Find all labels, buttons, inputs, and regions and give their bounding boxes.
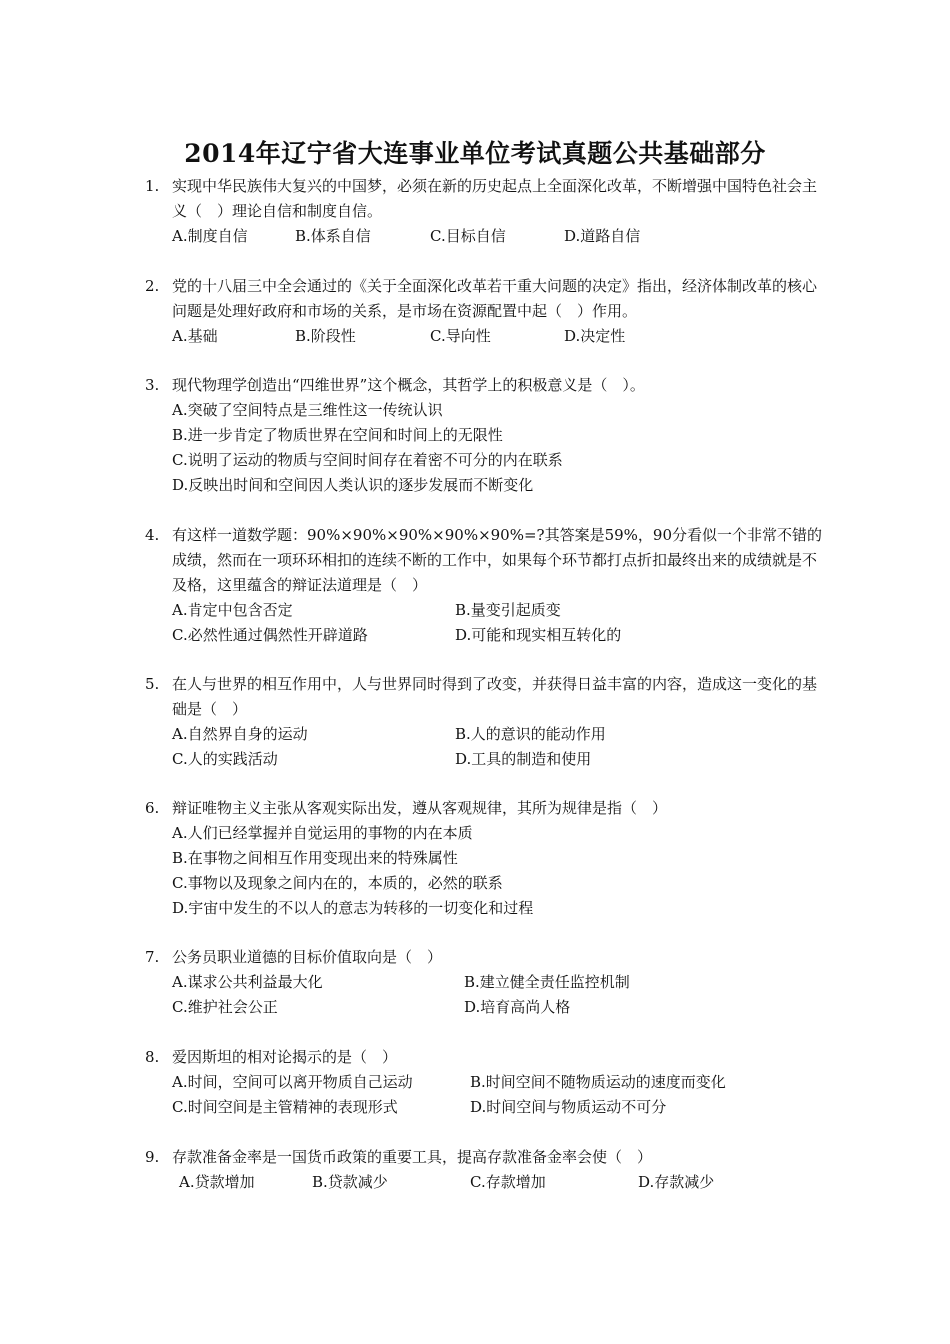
question-stem: 在人与世界的相互作用中，人与世界同时得到了改变，并获得日益丰富的内容，造成这一变化的基础是（ ） [172,675,818,718]
question-6 [145,796,825,921]
options-row [172,747,825,772]
question-number: 2. [145,277,160,295]
option-d: D.可能和现实相互转化的 [455,626,622,644]
option-d: D.时间空间与物质运动不可分 [470,1098,667,1116]
question-number: 6. [145,799,160,817]
option-a: A.谋求公共利益最大化 [172,973,323,991]
option-c: C.目标自信 [430,227,506,245]
option-b: B.量变引起质变 [455,601,561,619]
options-row [172,970,825,995]
option-d: D.工具的制造和使用 [455,750,592,768]
option-c: C.时间空间是主管精神的表现形式 [172,1098,398,1116]
option-c: C.说明了运动的物质与空间时间存在着密不可分的内在联系 [172,451,563,469]
options-row [172,623,825,648]
option-a: A.时间，空间可以离开物质自己运动 [172,1073,413,1091]
question-stem: 现代物理学创造出“四维世界”这个概念，其哲学上的积极意义是（ ）。 [172,376,645,394]
question-stem: 实现中华民族伟大复兴的中国梦，必须在新的历史起点上全面深化改革，不断增强中国特色社会主义（ ）理论自信和制度自信。 [172,177,818,220]
question-7 [145,945,825,1020]
option-a: A.自然界自身的运动 [172,725,308,743]
option-d: D.反映出时间和空间因人类认识的逐步发展而不断变化 [172,476,534,494]
option-a: A.肯定中包含否定 [172,601,293,619]
option-a: A.贷款增加 [179,1173,255,1191]
options-row [172,1170,825,1195]
option-c: C.存款增加 [470,1173,546,1191]
option-a: A.基础 [172,327,218,345]
question-stem: 有这样一道数学题：90%×90%×90%×90%×90%=?其答案是59%，90分看似一个非常不错的成绩，然而在一项环环相扣的连续不断的工作中，如果每个环节都打点折扣最终出来的成绩就是不及格，这里蕴含的辩证法道理是（ ） [172,526,823,594]
question-stem: 辩证唯物主义主张从客观实际出发，遵从客观规律，其所为规律是指（ ） [172,799,668,817]
question-4 [145,523,825,648]
options-row [172,224,825,249]
option-c: C.人的实践活动 [172,750,278,768]
option-b: B.在事物之间相互作用变现出来的特殊属性 [172,849,458,867]
option-b: B.时间空间不随物质运动的速度而变化 [470,1073,726,1091]
option-d: D.宇宙中发生的不以人的意志为转移的一切变化和过程 [172,899,534,917]
option-c: C.维护社会公正 [172,998,278,1016]
option-b: B.人的意识的能动作用 [455,725,606,743]
option-a: A.人们已经掌握并自觉运用的事物的内在本质 [172,824,473,842]
question-9 [145,1145,825,1195]
option-b: B.建立健全责任监控机制 [464,973,630,991]
question-5 [145,672,825,772]
page-title: 2014年辽宁省大连事业单位考试真题公共基础部分 [184,139,766,168]
question-number: 4. [145,526,160,544]
options-row [172,598,825,623]
options-row [172,324,825,349]
question-1 [145,174,825,249]
options-row [172,1095,825,1120]
question-2 [145,274,825,349]
option-a: A.制度自信 [172,227,248,245]
option-c: C.事物以及现象之间内在的，本质的，必然的联系 [172,874,503,892]
option-c: C.必然性通过偶然性开辟道路 [172,626,368,644]
option-d: D.培育高尚人格 [464,998,571,1016]
question-stem: 存款准备金率是一国货币政策的重要工具，提高存款准备金率会使（ ） [172,1148,653,1166]
question-stem: 公务员职业道德的目标价值取向是（ ） [172,948,443,966]
option-b: B.阶段性 [295,327,356,345]
options-row [172,1070,825,1095]
question-3 [145,373,825,498]
question-number: 3. [145,376,160,394]
options-row [172,722,825,747]
question-number: 1. [145,177,160,195]
question-number: 8. [145,1048,160,1066]
question-number: 9. [145,1148,160,1166]
option-d: D.道路自信 [564,227,641,245]
option-d: D.决定性 [564,327,626,345]
question-number: 7. [145,948,160,966]
option-b: B.贷款减少 [312,1173,388,1191]
option-b: B.进一步肯定了物质世界在空间和时间上的无限性 [172,426,503,444]
option-c: C.导向性 [430,327,491,345]
option-d: D.存款减少 [638,1173,715,1191]
options-row [172,995,825,1020]
question-number: 5. [145,675,160,693]
question-8 [145,1045,825,1120]
question-stem: 爱因斯坦的相对论揭示的是（ ） [172,1048,398,1066]
option-a: A.突破了空间特点是三维性这一传统认识 [172,401,443,419]
question-stem: 党的十八届三中全会通过的《关于全面深化改革若干重大问题的决定》指出，经济体制改革的核心问题是处理好政府和市场的关系，是市场在资源配置中起（ ）作用。 [172,277,818,320]
option-b: B.体系自信 [295,227,371,245]
